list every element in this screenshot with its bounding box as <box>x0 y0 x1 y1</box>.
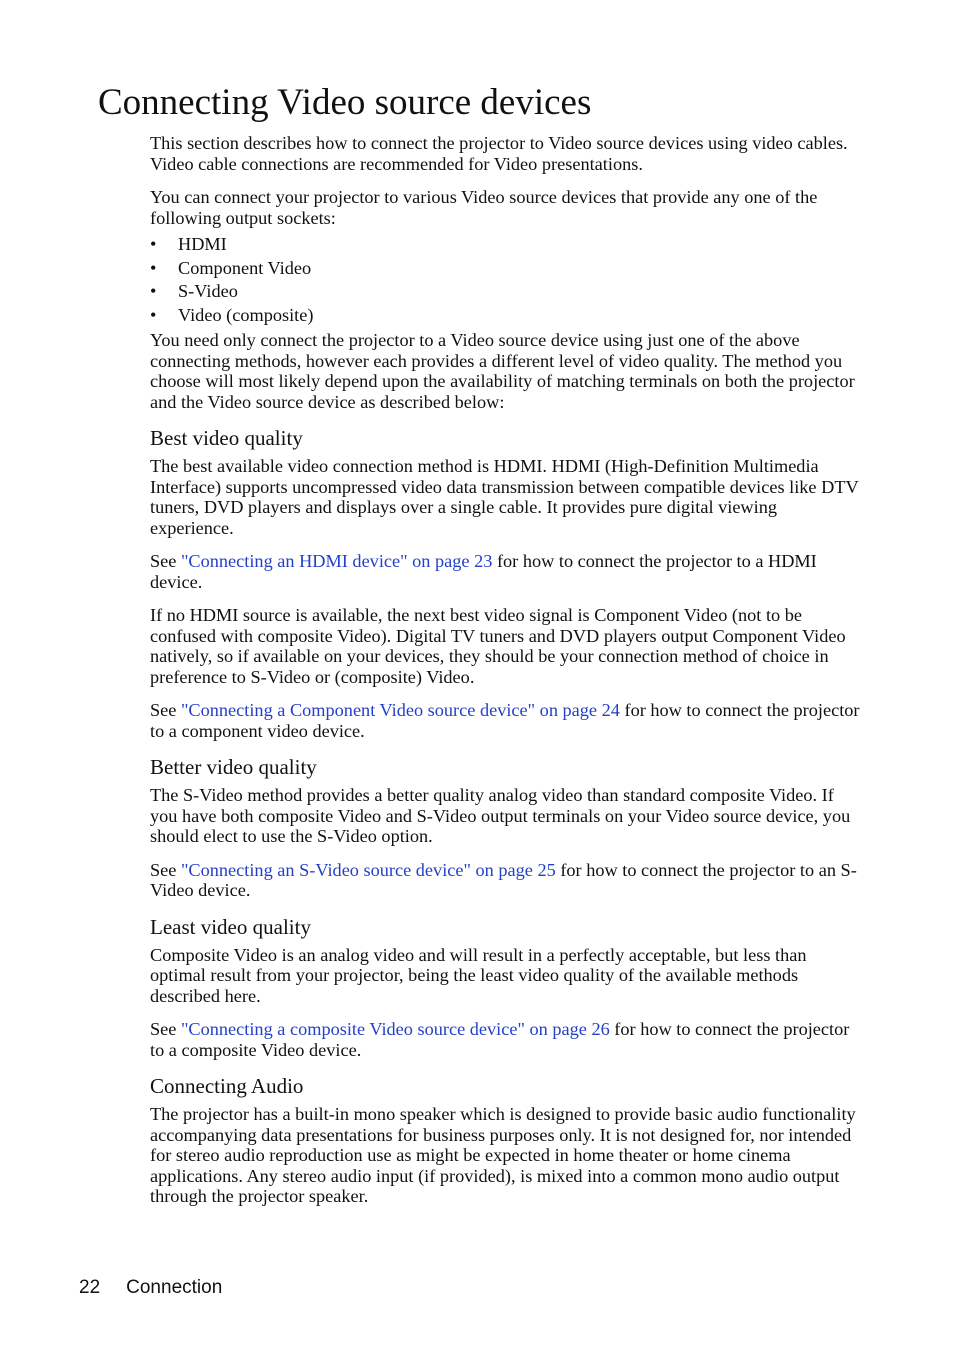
section-heading-better: Better video quality <box>150 755 317 779</box>
section-heading-audio: Connecting Audio <box>150 1074 304 1098</box>
page-content <box>150 133 860 1220</box>
body-paragraph: You need only connect the projector to a Video source device using just one of the above connecting methods, however each provides a different level of video quality. The method you choose will most likely depend upon the availability of matching terminals on both the projector and the Video source device as described below: <box>150 330 855 412</box>
body-paragraph: The projector has a built-in mono speaker which is designed to provide basic audio functionality accompanying data presentations for business purposes only. It is not designed for, nor intended for stereo audio reproduction use as might be expected in home theater or home cinema applications. Any stereo audio input (if provided), is mixed into a common mono audio output through the projector speaker. <box>150 1104 856 1206</box>
body-paragraph: If no HDMI source is available, the next best video signal is Component Video (not to be confused with composite Video). Digital TV tuners and DVD players output Component Video natively, so if available on your devices, they should be your connection method of choice in preference to S-Video or (composite) Video. <box>150 605 846 687</box>
bullet-icon: • <box>150 304 157 325</box>
cross-reference-paragraph: See "Connecting an S-Video source device" on page 25 for how to connect the projector to an S-Video device. <box>150 859 857 900</box>
cross-reference-paragraph: See "Connecting an HDMI device" on page 23 for how to connect the projector to a HDMI device. <box>150 551 817 592</box>
section-heading-least: Least video quality <box>150 914 311 939</box>
bullet-icon: • <box>150 257 157 278</box>
body-paragraph: The best available video connection method is HDMI. HDMI (High-Definition Multimedia Interface) supports uncompressed video data transmission between compatible devices like DTV tuners, DVD players and displays over a single cable. It provides pure digital viewing experience. <box>150 456 859 538</box>
list-item: • Video (composite) <box>150 304 314 325</box>
intro-paragraph: You can connect your projector to various Video source devices that provide any one of the following output sockets: <box>150 187 818 228</box>
cross-reference-paragraph: See "Connecting a composite Video source device" on page 26 for how to connect the projector to a composite Video device. <box>150 1019 850 1060</box>
section-heading-best: Best video quality <box>150 426 303 450</box>
link-hdmi-device[interactable]: "Connecting an HDMI device" on page 23 <box>180 551 493 571</box>
list-item: • Component Video <box>150 257 312 278</box>
body-paragraph: The S-Video method provides a better quality analog video than standard composite Video. If you have both composite Video and S-Video output terminals on your Video source device, you should elect to use the S-Video option. <box>150 785 851 846</box>
list-item: • HDMI <box>150 234 227 254</box>
page-footer <box>79 1276 222 1300</box>
intro-paragraph: This section describes how to connect the projector to Video source devices using video cables. Video cable connections are recommended for Video presentations. <box>150 133 848 174</box>
bullet-icon: • <box>150 234 157 254</box>
cross-reference-paragraph: See "Connecting a Component Video source device" on page 24 for how to connect the projector to a component video device. <box>150 700 860 741</box>
list-item: • S-Video <box>150 281 238 301</box>
link-composite-video-device[interactable]: "Connecting a composite Video source device" on page 26 <box>180 1019 610 1039</box>
body-paragraph: Composite Video is an analog video and will result in a perfectly acceptable, but less than optimal result from your projector, being the least video quality of the available methods described here. <box>150 944 807 1006</box>
link-s-video-device[interactable]: "Connecting an S-Video source device" on page 25 <box>180 859 556 880</box>
page-number: 22 <box>79 1277 101 1298</box>
footer-section-name: Connection <box>126 1277 223 1298</box>
output-sockets-list <box>150 234 860 328</box>
link-component-video-device[interactable]: "Connecting a Component Video source device" on page 24 <box>180 700 620 720</box>
bullet-icon: • <box>150 281 157 301</box>
page-title: Connecting Video source devices <box>98 82 592 123</box>
